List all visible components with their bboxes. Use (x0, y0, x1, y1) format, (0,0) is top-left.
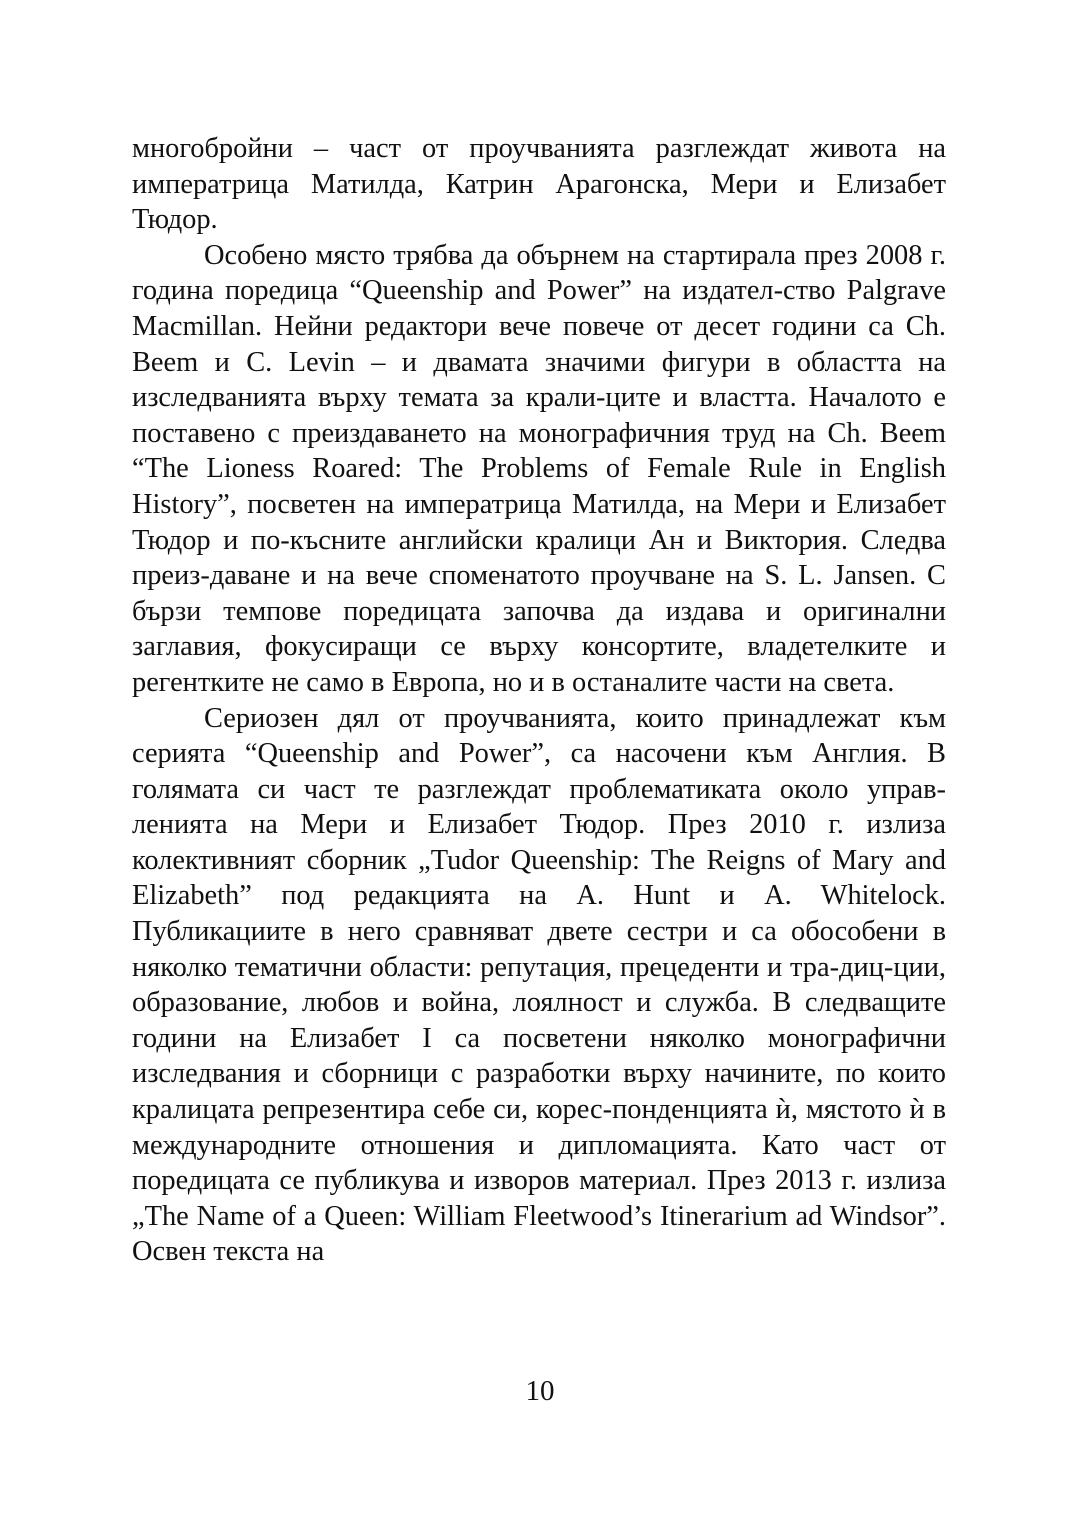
paragraph-queenship-series: Особено място трябва да обърнем на стартирала през 2008 г. година поредица “Queenship and Power” на издател-ство Palgrave Macmillan. Нейни редактори вече повече от десет години са Ch. Beem и C. Levin – и двамата значими фигури в областта на изследванията върху темата за крали-ците и властта. Началото е поставено с преиздаването на монографичния труд на Ch. Beem “The Lioness Roared: The Problems of Female Rule in English History”, посветен на императрица Матилда, на Мери и Елизабет Тюдор и по-късните английски кралици Ан и Виктория. Следва преиз-даване и на вече споменатото проучване на S. L. Jansen. С бързи темпове поредицата започва да издава и оригинални заглавия, фокусиращи се върху консортите, владетелките и регентките не само в Европа, но и в останалите части на света. (132, 239, 946, 698)
paragraph-england-studies: Сериозен дял от проучванията, които принадлежат към серията “Queenship and Power”, са насочени към Англия. В голямата си част те разглеждат проблематиката около управ-ленията на Мери и Елизабет Тюдор. През 2010 г. излиза колективният сборник „Tudor Queenship: The Reigns of Mary and Elizabeth” под редакцията на A. Hunt и A. Whitelock. Публикациите в него сравняват двете сестри и са обособени в няколко тематични области: репутация, прецеденти и тра-диц-ции, образование, любов и война, лоялност и служба. В следващите години на Елизабет I са посветени няколко монографични изследвания и сборници с разработки върху начините, по които кралицата репрезентира себе си, корес-понденцията ѝ, мястото ѝ в международните отношения и дипломацията. Като част от поредицата се публикува и изворов материал. През 2013 г. излиза „The Name of a Queen: William Fleetwood’s Itinerarium ad Windsor”. Освен текста на (132, 702, 946, 1268)
body-text (132, 131, 946, 1270)
page-number: 10 (525, 1375, 555, 1407)
paragraph-continuation: многобройни – част от проучванията разглеждат живота на императрица Матилда, Катрин Арагонска, Мери и Елизабет Тюдор. (132, 133, 946, 236)
